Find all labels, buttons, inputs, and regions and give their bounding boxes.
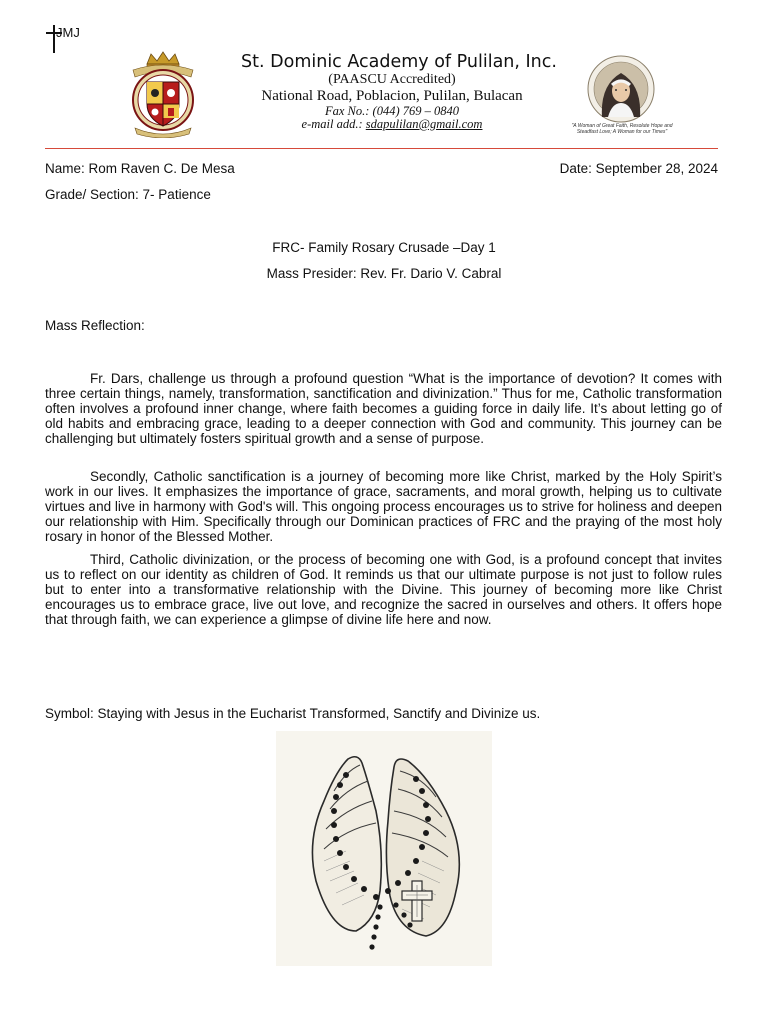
praying-hands-rosary-icon bbox=[276, 731, 492, 966]
accreditation: (PAASCU Accredited) bbox=[328, 72, 456, 87]
cross-vertical bbox=[53, 25, 55, 53]
email-link[interactable]: sdapulilan@gmail.com bbox=[365, 117, 483, 131]
school-address: National Road, Poblacion, Pulilan, Bulacan bbox=[261, 88, 523, 104]
reflection-heading: Mass Reflection: bbox=[45, 318, 145, 333]
school-crest-icon bbox=[127, 50, 199, 138]
portrait-tagline: "A Woman of Great Faith, Resolute Hope and Steadfast Love; A Woman for our Times" bbox=[571, 123, 673, 135]
header-divider bbox=[45, 148, 718, 149]
email-label: e-mail add.: bbox=[301, 117, 366, 131]
email-line bbox=[200, 117, 584, 132]
paragraph-1: Fr. Dars, challenge us through a profound question “What is the importance of devotion? It comes with three certain things, namely, transformation, sanctification and divinization.” Thus for me, Catholic transformation often involves a profound inner change, where faith becomes a guiding force in daily life. It’s about letting go of old habits and embracing grace, leading to a deeper connection with God and community. This journey can be challenging but ultimately fosters spiritual growth and a sense of purpose. bbox=[45, 371, 722, 446]
saint-portrait-icon bbox=[586, 55, 656, 123]
date: Date: September 28, 2024 bbox=[559, 161, 718, 176]
jmj-text: JMJ bbox=[56, 25, 80, 40]
student-name: Name: Rom Raven C. De Mesa bbox=[45, 161, 235, 176]
symbol-statement: Symbol: Staying with Jesus in the Eucharist Transformed, Sanctify and Divinize us. bbox=[45, 706, 541, 721]
school-name: St. Dominic Academy of Pulilan, Inc. bbox=[241, 52, 557, 72]
paragraph-2: Secondly, Catholic sanctification is a journey of becoming more like Christ, marked by the Holy Spirit’s work in our lives. It emphasizes the importance of grace, sacraments, and moral growth, helping us to cultivate virtues and live in harmony with God's will. This ongoing process encourages us to strive for holiness and deepen our relationship with Him. Specifically through our Dominican practices of FRC and the praying of the most holy rosary in honor of the Blessed Mother. bbox=[45, 469, 722, 544]
fax-number: Fax No.: (044) 769 – 0840 bbox=[324, 104, 459, 118]
jmj-mark bbox=[44, 25, 104, 55]
document-title: FRC- Family Rosary Crusade –Day 1 bbox=[272, 240, 496, 255]
paragraph-3: Third, Catholic divinization, or the process of becoming one with God, is a profound concept that invites us to reflect on our identity as children of God. It reminds us that our ultimate purpose is not just to follow rules but to enter into a transformative relationship with the Divine. This journey of becoming more like Christ encourages us to embrace grace, live out love, and recognize the sacred in ourselves and others. It offers hope that through faith, we can experience a glimpse of divine life here and now. bbox=[45, 552, 722, 627]
mass-presider: Mass Presider: Rev. Fr. Dario V. Cabral bbox=[266, 266, 502, 281]
grade-section: Grade/ Section: 7- Patience bbox=[45, 187, 211, 202]
